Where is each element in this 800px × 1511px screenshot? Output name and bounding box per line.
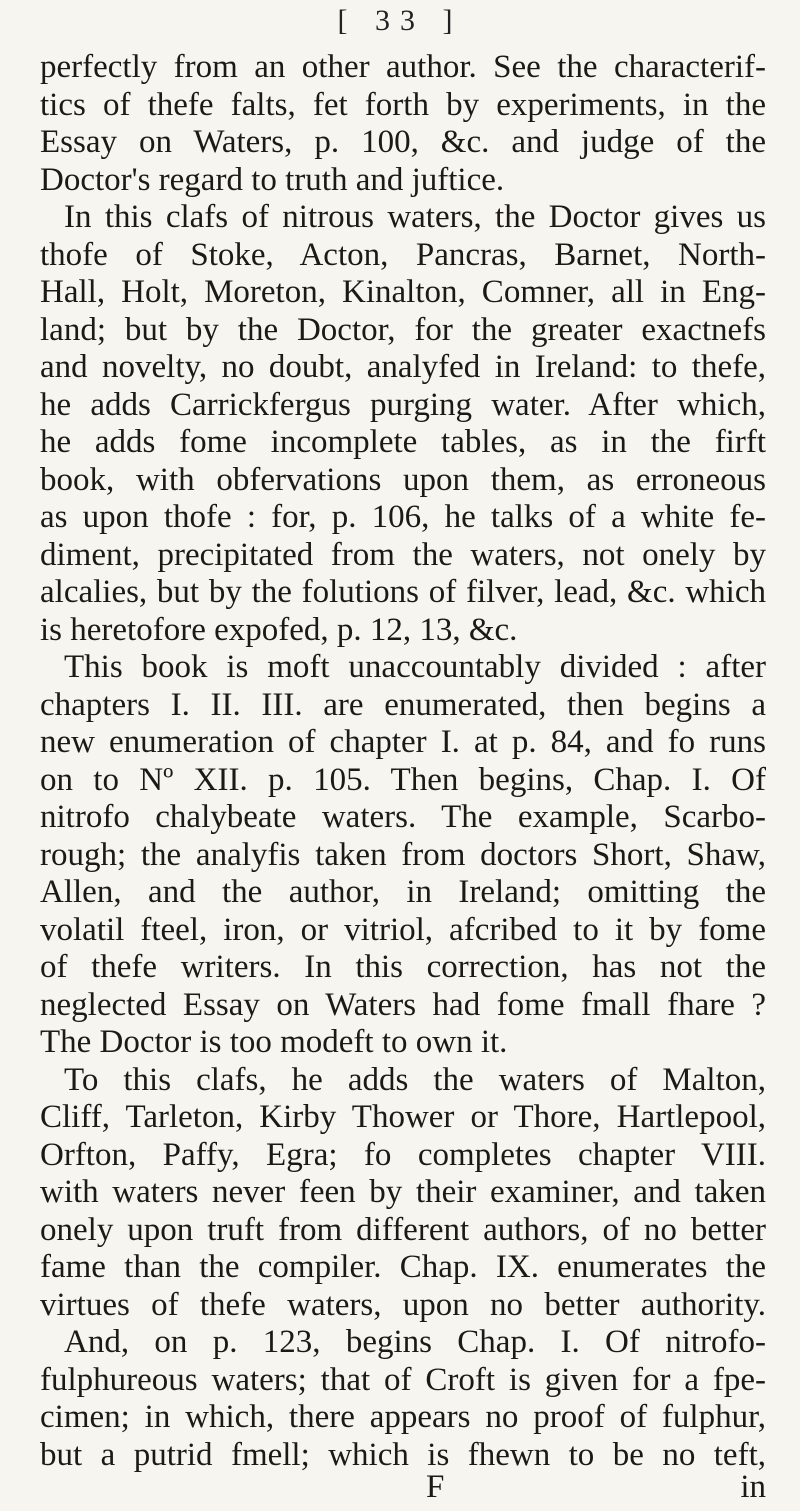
page-number: [ 33 ] [337, 4, 463, 37]
text-line: Orfton, Paffy, Egra; fo completes chapter VIII. [40, 1136, 766, 1173]
text-line: Doctor's regard to truth and juftice. [40, 161, 505, 198]
text-line: is heretofore expofed, p. 12, 13, &c. [40, 611, 518, 648]
page-footer [40, 1467, 766, 1507]
text-line: Cliff, Tarleton, Kirby Thower or Thore, Hartlepool, [40, 1099, 766, 1135]
text-line: fulphureous waters; that of Croft is given for a fpe- [40, 1361, 766, 1398]
text-line: alcalies, but by the folutions of filver, lead, &c. which [40, 574, 766, 610]
text-line: In this clafs of nitrous waters, the Doctor gives us [64, 199, 766, 235]
text-line: And, on p. 123, begins Chap. I. Of nitrofo- [64, 1324, 766, 1360]
text-line: neglected Essay on Waters had fome fmall fhare ? [40, 986, 766, 1023]
text-line: book, with obfervations upon them, as erroneous [40, 461, 766, 498]
text-line: diment, precipitated from the waters, not onely by [40, 536, 766, 573]
text-line: Essay on Waters, p. 100, &c. and judge of the [40, 124, 766, 160]
text-line: Allen, and the author, in Ireland; omitting the [40, 874, 766, 910]
text-line: To this clafs, he adds the waters of Malton, [64, 1061, 766, 1098]
text-line: he adds Carrickfergus purging water. After which, [40, 386, 766, 423]
catchword: in [740, 1469, 766, 1505]
signature-mark: F [426, 1469, 445, 1505]
text-line: he adds fome incomplete tables, as in the firft [40, 424, 766, 460]
text-line: with waters never feen by their examiner, and taken [40, 1174, 766, 1210]
text-line: fame than the compiler. Chap. IX. enumerates the [40, 1249, 766, 1285]
text-line: tics of thefe falts, fet forth by experiments, in the [40, 86, 766, 123]
text-line: nitrofo chalybeate waters. The example, Scarbo- [40, 799, 766, 835]
text-line: of thefe writers. In this correction, has not the [40, 949, 766, 985]
text-line: rough; the analyfis taken from doctors Short, Shaw, [40, 836, 766, 873]
text-line: new enumeration of chapter I. at p. 84, and fo runs [40, 724, 766, 760]
text-line: land; but by the Doctor, for the greater exactnefs [40, 311, 766, 348]
text-line: thofe of Stoke, Acton, Pancras, Barnet, North- [40, 236, 766, 273]
text-line: as upon thofe : for, p. 106, he talks of a white fe- [40, 499, 766, 535]
text-line: but a putrid fmell; which is fhewn to be no teft, [40, 1436, 766, 1473]
text-line: perfectly from an other author. See the characterif- [40, 49, 766, 85]
text-line: chapters I. II. III. are enumerated, then begins a [40, 686, 766, 723]
text-line: onely upon truft from different authors, of no better [40, 1211, 766, 1248]
text-line: on to Nº XII. p. 105. Then begins, Chap. I. Of [40, 761, 766, 798]
text-line: virtues of thefe waters, upon no better authority. [40, 1286, 766, 1323]
text-line: This book is moft unaccountably divided : after [64, 649, 766, 685]
text-line: The Doctor is too modeft to own it. [40, 1024, 508, 1060]
text-line: volatil fteel, iron, or vitriol, afcribed to it by fome [40, 911, 766, 948]
text-line: Hall, Holt, Moreton, Kinalton, Comner, all in Eng- [40, 274, 766, 310]
text-line: and novelty, no doubt, analyfed in Ireland: to thefe, [40, 349, 766, 385]
text-line: cimen; in which, there appears no proof of fulphur, [40, 1399, 766, 1435]
